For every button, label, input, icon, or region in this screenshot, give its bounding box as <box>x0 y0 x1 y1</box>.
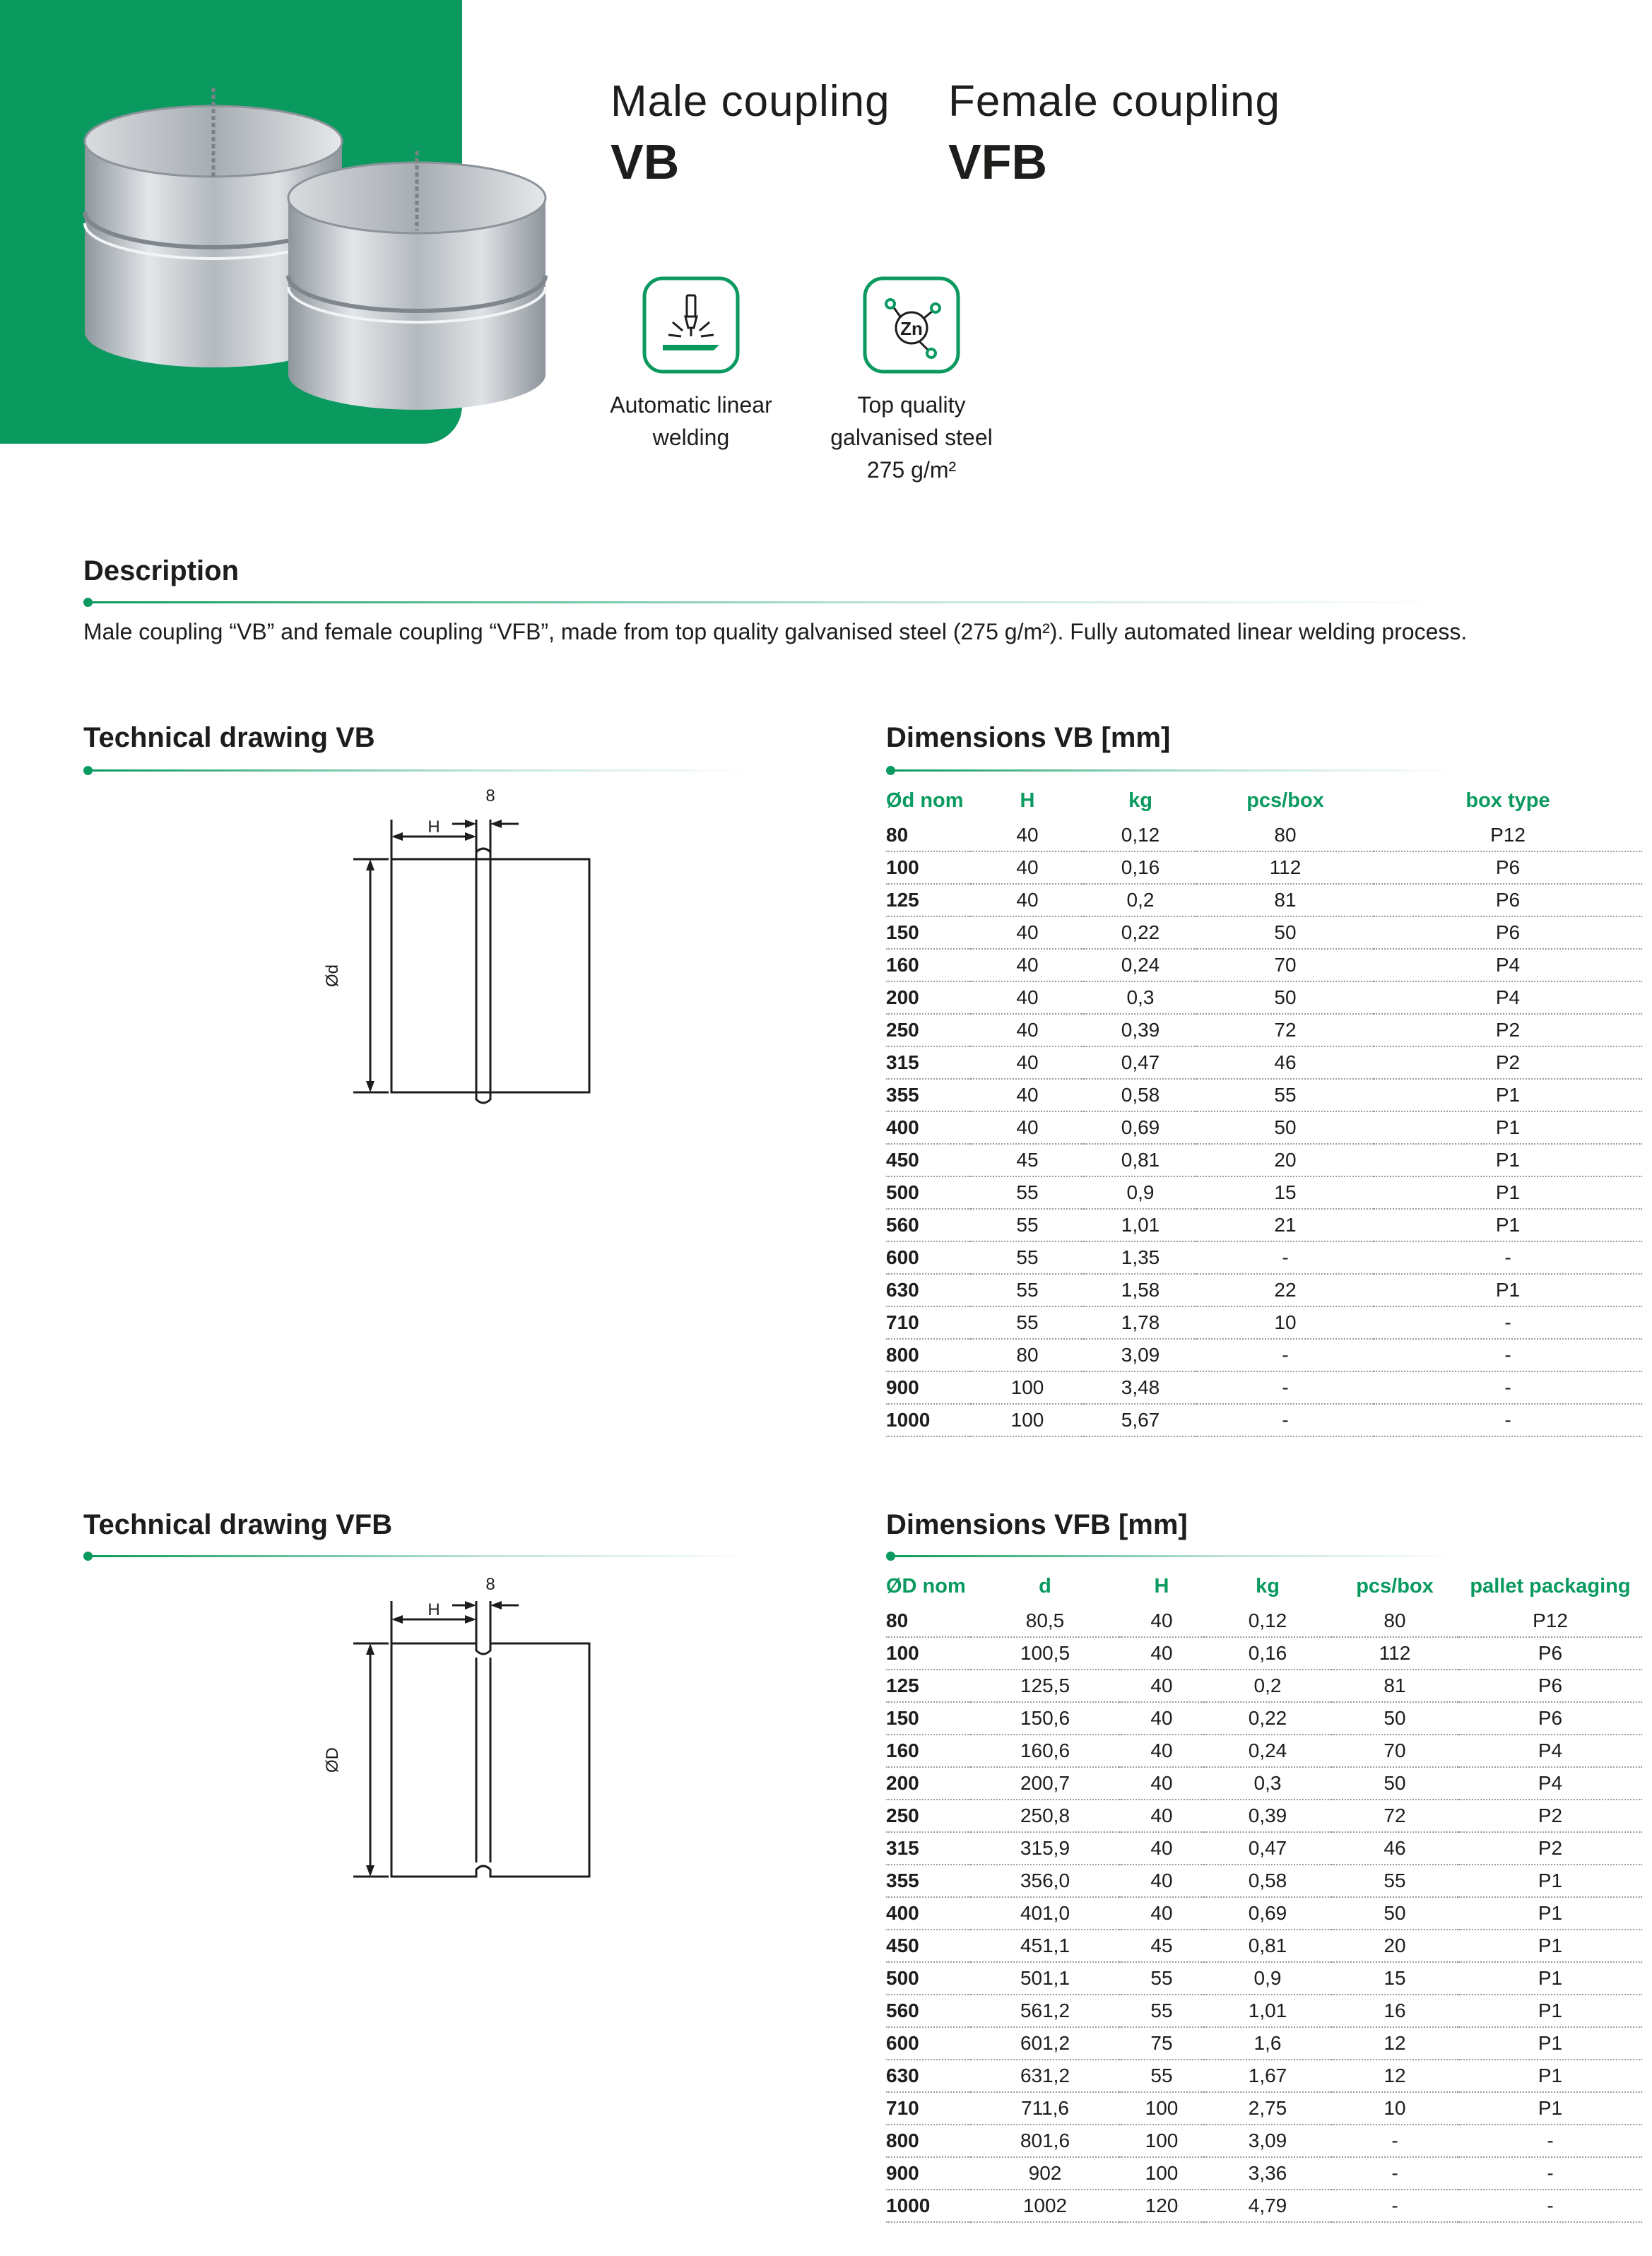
table-cell: 55 <box>1331 1865 1458 1897</box>
table-cell: 1002 <box>971 2190 1119 2222</box>
table-cell: - <box>1458 2190 1642 2222</box>
table-cell: 55 <box>1119 2060 1204 2092</box>
table-row <box>886 1209 1642 1241</box>
table-cell: 40 <box>971 981 1084 1014</box>
table-cell: 40 <box>971 949 1084 981</box>
table-cell: 22 <box>1197 1274 1374 1306</box>
table-cell: 40 <box>1119 1735 1204 1767</box>
table-cell: P12 <box>1374 820 1642 851</box>
table-cell: 0,81 <box>1204 1930 1331 1962</box>
table-cell: - <box>1197 1241 1374 1274</box>
table-cell: 400 <box>886 1897 971 1930</box>
column-header: pallet packaging <box>1470 1575 1631 1597</box>
column-header: Ød nom <box>886 789 964 812</box>
vfb-label-h: H <box>427 1600 440 1619</box>
table-row <box>886 2157 1642 2190</box>
table-row <box>886 1371 1642 1404</box>
table-cell: 20 <box>1197 1144 1374 1176</box>
table-cell: P6 <box>1458 1637 1642 1670</box>
table-cell: 0,47 <box>1084 1046 1197 1079</box>
table-cell: 160,6 <box>971 1735 1119 1767</box>
table-cell: 50 <box>1197 981 1374 1014</box>
table-cell: 72 <box>1197 1014 1374 1046</box>
table-cell: - <box>1374 1339 1642 1371</box>
table-cell: 50 <box>1331 1702 1458 1735</box>
table-cell: 631,2 <box>971 2060 1119 2092</box>
table-cell: P1 <box>1458 2092 1642 2125</box>
table-cell: 5,67 <box>1084 1404 1197 1436</box>
table-cell: 630 <box>886 2060 971 2092</box>
table-cell: P2 <box>1374 1014 1642 1046</box>
table-cell: 600 <box>886 2027 971 2060</box>
technical-drawing-vb-title: Technical drawing VB <box>83 722 375 753</box>
table-cell: 0,24 <box>1204 1735 1331 1767</box>
table-cell: 10 <box>1197 1306 1374 1339</box>
table-cell: 800 <box>886 1339 971 1371</box>
table-cell: 0,58 <box>1084 1079 1197 1111</box>
table-row <box>886 949 1642 981</box>
table-cell: 401,0 <box>971 1897 1119 1930</box>
table-cell: 46 <box>1331 1832 1458 1865</box>
table-cell: 801,6 <box>971 2125 1119 2157</box>
table-cell: 160 <box>886 1735 971 1767</box>
table-cell: 0,16 <box>1084 851 1197 884</box>
column-header: pcs/box <box>1246 789 1324 812</box>
table-cell: 0,2 <box>1204 1670 1331 1702</box>
table-cell: P2 <box>1374 1046 1642 1079</box>
table-cell: 80 <box>1197 820 1374 851</box>
table-cell: 100 <box>971 1371 1084 1404</box>
welding-icon <box>642 276 741 374</box>
table-cell: 250 <box>886 1800 971 1832</box>
dimensions-vb-header-row <box>886 780 1642 820</box>
table-cell: 1,01 <box>1204 1995 1331 2027</box>
table-cell: P6 <box>1374 916 1642 949</box>
table-cell: P2 <box>1458 1800 1642 1832</box>
table-cell: 355 <box>886 1079 971 1111</box>
table-row <box>886 1735 1642 1767</box>
table-cell: P6 <box>1374 884 1642 916</box>
table-cell: 560 <box>886 1995 971 2027</box>
table-cell: 1,78 <box>1084 1306 1197 1339</box>
feature-welding-label: Automatic linear welding <box>610 392 772 450</box>
table-cell: 55 <box>971 1176 1084 1209</box>
product-photo <box>64 64 586 431</box>
table-cell: 40 <box>1119 1897 1204 1930</box>
table-cell: 40 <box>1119 1767 1204 1800</box>
column-header: H <box>1020 789 1035 812</box>
column-header: H <box>1154 1575 1169 1597</box>
table-row <box>886 1637 1642 1670</box>
table-row <box>886 1800 1642 1832</box>
feature-galvanised <box>806 276 1017 486</box>
table-cell: 125,5 <box>971 1670 1119 1702</box>
table-cell: 40 <box>971 1079 1084 1111</box>
table-cell: P1 <box>1374 1274 1642 1306</box>
zinc-symbol: Zn <box>900 318 923 339</box>
table-row <box>886 1176 1642 1209</box>
table-cell: 0,12 <box>1204 1605 1331 1637</box>
table-cell: 711,6 <box>971 2092 1119 2125</box>
table-cell: 15 <box>1197 1176 1374 1209</box>
table-cell: 40 <box>971 1111 1084 1144</box>
table-cell: 560 <box>886 1209 971 1241</box>
table-cell: 601,2 <box>971 2027 1119 2060</box>
table-cell: P1 <box>1458 1995 1642 2027</box>
table-cell: 40 <box>971 916 1084 949</box>
table-row <box>886 1111 1642 1144</box>
table-cell: 15 <box>1331 1962 1458 1995</box>
table-cell: 55 <box>1197 1079 1374 1111</box>
table-cell: 0,3 <box>1204 1767 1331 1800</box>
table-cell: P1 <box>1458 2060 1642 2092</box>
table-cell: 55 <box>1119 1962 1204 1995</box>
table-cell: 100 <box>1119 2125 1204 2157</box>
table-cell: 1,01 <box>1084 1209 1197 1241</box>
column-header: d <box>1039 1575 1051 1597</box>
vb-label-h: H <box>427 817 440 837</box>
table-cell: P1 <box>1458 2027 1642 2060</box>
column-header: kg <box>1128 789 1152 812</box>
table-cell: P1 <box>1374 1079 1642 1111</box>
table-cell: P4 <box>1458 1767 1642 1800</box>
male-title-block <box>610 73 890 194</box>
dimensions-vb-table <box>886 780 1642 1437</box>
table-cell: 50 <box>1331 1767 1458 1800</box>
table-row <box>886 1605 1642 1637</box>
table-cell: 112 <box>1197 851 1374 884</box>
table-cell: 40 <box>1119 1800 1204 1832</box>
table-cell: 100 <box>1119 2157 1204 2190</box>
vb-bead-top-bottom <box>476 849 490 1103</box>
table-cell: 315 <box>886 1046 971 1079</box>
table-cell: 75 <box>1119 2027 1204 2060</box>
table-cell: 40 <box>971 884 1084 916</box>
table-cell: 55 <box>1119 1995 1204 2027</box>
table-cell: 0,39 <box>1204 1800 1331 1832</box>
table-cell: 150 <box>886 1702 971 1735</box>
table-row <box>886 981 1642 1014</box>
table-cell: 125 <box>886 1670 971 1702</box>
dimensions-vfb-header-row <box>886 1566 1642 1605</box>
dimensions-vfb-table <box>886 1566 1642 2223</box>
table-cell: 3,09 <box>1084 1339 1197 1371</box>
technical-drawing-vb <box>283 777 622 1130</box>
table-cell: 356,0 <box>971 1865 1119 1897</box>
table-cell: - <box>1458 2157 1642 2190</box>
table-cell: - <box>1458 2125 1642 2157</box>
table-cell: 355 <box>886 1865 971 1897</box>
table-row <box>886 1962 1642 1995</box>
male-code: VB <box>610 134 680 189</box>
table-cell: 1000 <box>886 1404 971 1436</box>
vb-label-diameter: Ød <box>323 964 342 988</box>
table-cell: 40 <box>971 851 1084 884</box>
table-cell: 800 <box>886 2125 971 2157</box>
table-cell: 0,9 <box>1204 1962 1331 1995</box>
table-cell: 200 <box>886 981 971 1014</box>
table-cell: - <box>1331 2157 1458 2190</box>
table-cell: 80 <box>886 820 971 851</box>
table-cell: 160 <box>886 949 971 981</box>
table-cell: 40 <box>1119 1605 1204 1637</box>
table-cell: 40 <box>971 1014 1084 1046</box>
table-cell: 0,2 <box>1084 884 1197 916</box>
table-cell: 501,1 <box>971 1962 1119 1995</box>
table-cell: 1,35 <box>1084 1241 1197 1274</box>
table-cell: P1 <box>1458 1962 1642 1995</box>
vfb-label-8: 8 <box>485 1575 495 1594</box>
table-row <box>886 884 1642 916</box>
table-cell: 100 <box>886 1637 971 1670</box>
table-cell: 2,75 <box>1204 2092 1331 2125</box>
table-cell: 3,09 <box>1204 2125 1331 2157</box>
table-row <box>886 1930 1642 1962</box>
table-cell: 20 <box>1331 1930 1458 1962</box>
table-row <box>886 1079 1642 1111</box>
column-header: kg <box>1256 1575 1280 1597</box>
table-cell: - <box>1197 1404 1374 1436</box>
table-cell: 0,69 <box>1204 1897 1331 1930</box>
table-cell: 710 <box>886 1306 971 1339</box>
table-cell: 12 <box>1331 2060 1458 2092</box>
table-cell: 100 <box>1119 2092 1204 2125</box>
technical-drawing-vfb-title: Technical drawing VFB <box>83 1509 393 1540</box>
table-cell: 45 <box>1119 1930 1204 1962</box>
vb-label-8: 8 <box>485 786 495 805</box>
table-cell: 55 <box>971 1209 1084 1241</box>
description-title: Description <box>83 555 240 586</box>
table-row <box>886 1306 1642 1339</box>
table-cell: 0,16 <box>1204 1637 1331 1670</box>
table-cell: 80 <box>971 1339 1084 1371</box>
table-cell: 16 <box>1331 1995 1458 2027</box>
dimensions-vfb-title: Dimensions VFB [mm] <box>886 1509 1188 1540</box>
column-header: pcs/box <box>1356 1575 1434 1597</box>
technical-drawing-vb-rule <box>88 769 752 772</box>
table-row <box>886 851 1642 884</box>
table-cell: 125 <box>886 884 971 916</box>
table-cell: 902 <box>971 2157 1119 2190</box>
table-row <box>886 1670 1642 1702</box>
table-row <box>886 1897 1642 1930</box>
table-cell: 710 <box>886 2092 971 2125</box>
table-cell: 451,1 <box>971 1930 1119 1962</box>
table-cell: 40 <box>1119 1832 1204 1865</box>
table-cell: 70 <box>1197 949 1374 981</box>
table-cell: P1 <box>1458 1897 1642 1930</box>
table-cell: P6 <box>1374 851 1642 884</box>
table-row <box>886 2190 1642 2222</box>
table-cell: 40 <box>1119 1670 1204 1702</box>
table-cell: 0,22 <box>1084 916 1197 949</box>
table-cell: P6 <box>1458 1670 1642 1702</box>
table-row <box>886 820 1642 851</box>
table-cell: 1,67 <box>1204 2060 1331 2092</box>
column-header: box type <box>1465 789 1550 812</box>
female-subtitle: Female coupling <box>948 77 1280 126</box>
table-cell: 600 <box>886 1241 971 1274</box>
table-row <box>886 2125 1642 2157</box>
table-row <box>886 2092 1642 2125</box>
table-cell: P1 <box>1374 1111 1642 1144</box>
table-row <box>886 2060 1642 2092</box>
table-row <box>886 1865 1642 1897</box>
table-cell: 40 <box>1119 1702 1204 1735</box>
table-cell: 80 <box>1331 1605 1458 1637</box>
table-cell: 450 <box>886 1144 971 1176</box>
table-cell: - <box>1374 1241 1642 1274</box>
table-cell: 80,5 <box>971 1605 1119 1637</box>
dimensions-vb-title: Dimensions VB [mm] <box>886 722 1171 753</box>
table-cell: 900 <box>886 1371 971 1404</box>
table-cell: - <box>1374 1404 1642 1436</box>
table-cell: 1,6 <box>1204 2027 1331 2060</box>
table-cell: 21 <box>1197 1209 1374 1241</box>
table-cell: 55 <box>971 1274 1084 1306</box>
table-row <box>886 1241 1642 1274</box>
table-cell: 0,58 <box>1204 1865 1331 1897</box>
table-cell: 81 <box>1331 1670 1458 1702</box>
table-cell: P1 <box>1458 1865 1642 1897</box>
table-cell: 72 <box>1331 1800 1458 1832</box>
table-cell: - <box>1331 2190 1458 2222</box>
table-cell: 55 <box>971 1306 1084 1339</box>
table-cell: P2 <box>1458 1832 1642 1865</box>
table-cell: 315,9 <box>971 1832 1119 1865</box>
table-cell: 3,36 <box>1204 2157 1331 2190</box>
technical-drawing-vfb-rule <box>88 1555 752 1557</box>
female-code: VFB <box>948 134 1047 189</box>
table-cell: 100 <box>971 1404 1084 1436</box>
female-title-block <box>948 73 1280 194</box>
table-cell: 50 <box>1331 1897 1458 1930</box>
feature-galvanised-label: Top quality galvanised steel 275 g/m² <box>830 392 993 483</box>
table-cell: 0,69 <box>1084 1111 1197 1144</box>
table-cell: 0,3 <box>1084 981 1197 1014</box>
table-cell: 561,2 <box>971 1995 1119 2027</box>
table-cell: 40 <box>1119 1637 1204 1670</box>
table-cell: P4 <box>1458 1735 1642 1767</box>
table-cell: 45 <box>971 1144 1084 1176</box>
description-rule <box>88 601 1451 603</box>
table-cell: 40 <box>1119 1865 1204 1897</box>
table-cell: 0,47 <box>1204 1832 1331 1865</box>
male-subtitle: Male coupling <box>610 77 890 126</box>
dimensions-vb-rule <box>890 769 1456 772</box>
table-cell: 315 <box>886 1832 971 1865</box>
table-cell: 46 <box>1197 1046 1374 1079</box>
table-cell: 1000 <box>886 2190 971 2222</box>
table-cell: 0,9 <box>1084 1176 1197 1209</box>
table-cell: P6 <box>1458 1702 1642 1735</box>
table-cell: - <box>1331 2125 1458 2157</box>
table-row <box>886 1144 1642 1176</box>
table-cell: 250,8 <box>971 1800 1119 1832</box>
table-cell: 40 <box>971 820 1084 851</box>
table-row <box>886 1014 1642 1046</box>
table-cell: 0,22 <box>1204 1702 1331 1735</box>
table-cell: - <box>1197 1339 1374 1371</box>
table-cell: 500 <box>886 1962 971 1995</box>
table-row <box>886 1046 1642 1079</box>
table-cell: P1 <box>1374 1144 1642 1176</box>
column-header: ØD nom <box>886 1575 966 1597</box>
table-cell: P4 <box>1374 949 1642 981</box>
table-cell: 450 <box>886 1930 971 1962</box>
table-cell: - <box>1374 1371 1642 1404</box>
table-cell: P12 <box>1458 1605 1642 1637</box>
table-cell: 120 <box>1119 2190 1204 2222</box>
table-row <box>886 1702 1642 1735</box>
table-cell: 0,39 <box>1084 1014 1197 1046</box>
table-cell: 4,79 <box>1204 2190 1331 2222</box>
table-cell: 900 <box>886 2157 971 2190</box>
table-cell: 200 <box>886 1767 971 1800</box>
female-coupling-image <box>288 151 545 410</box>
table-cell: 100 <box>886 851 971 884</box>
table-cell: 3,48 <box>1084 1371 1197 1404</box>
table-row <box>886 1767 1642 1800</box>
zinc-molecule-icon <box>862 276 961 374</box>
table-row <box>886 2027 1642 2060</box>
table-row <box>886 1274 1642 1306</box>
table-cell: 1,58 <box>1084 1274 1197 1306</box>
table-cell: - <box>1374 1306 1642 1339</box>
table-cell: - <box>1197 1371 1374 1404</box>
table-cell: 630 <box>886 1274 971 1306</box>
table-cell: P1 <box>1458 1930 1642 1962</box>
table-cell: 50 <box>1197 916 1374 949</box>
vfb-label-diameter: ØD <box>323 1747 342 1773</box>
table-cell: P4 <box>1374 981 1642 1014</box>
table-cell: 150,6 <box>971 1702 1119 1735</box>
table-cell: 0,81 <box>1084 1144 1197 1176</box>
table-cell: 81 <box>1197 884 1374 916</box>
table-cell: 100,5 <box>971 1637 1119 1670</box>
table-cell: 55 <box>971 1241 1084 1274</box>
table-cell: 112 <box>1331 1637 1458 1670</box>
table-row <box>886 1339 1642 1371</box>
table-cell: 0,12 <box>1084 820 1197 851</box>
technical-drawing-vfb <box>283 1566 622 1905</box>
table-cell: P1 <box>1374 1176 1642 1209</box>
table-cell: 0,24 <box>1084 949 1197 981</box>
table-row <box>886 1404 1642 1436</box>
table-cell: 10 <box>1331 2092 1458 2125</box>
table-cell: 250 <box>886 1014 971 1046</box>
feature-welding <box>585 276 797 454</box>
table-row <box>886 1995 1642 2027</box>
table-row <box>886 1832 1642 1865</box>
table-cell: 500 <box>886 1176 971 1209</box>
table-cell: 50 <box>1197 1111 1374 1144</box>
table-cell: 40 <box>971 1046 1084 1079</box>
table-row <box>886 916 1642 949</box>
table-cell: 80 <box>886 1605 971 1637</box>
table-cell: 400 <box>886 1111 971 1144</box>
table-cell: 200,7 <box>971 1767 1119 1800</box>
table-cell: 150 <box>886 916 971 949</box>
table-cell: 12 <box>1331 2027 1458 2060</box>
table-cell: 70 <box>1331 1735 1458 1767</box>
description-text: Male coupling “VB” and female coupling “VFB”, made from top quality galvanised steel (275 g/m²). Fully automated linear welding process. <box>83 619 1468 644</box>
table-cell: P1 <box>1374 1209 1642 1241</box>
dimensions-vfb-rule <box>890 1555 1456 1557</box>
